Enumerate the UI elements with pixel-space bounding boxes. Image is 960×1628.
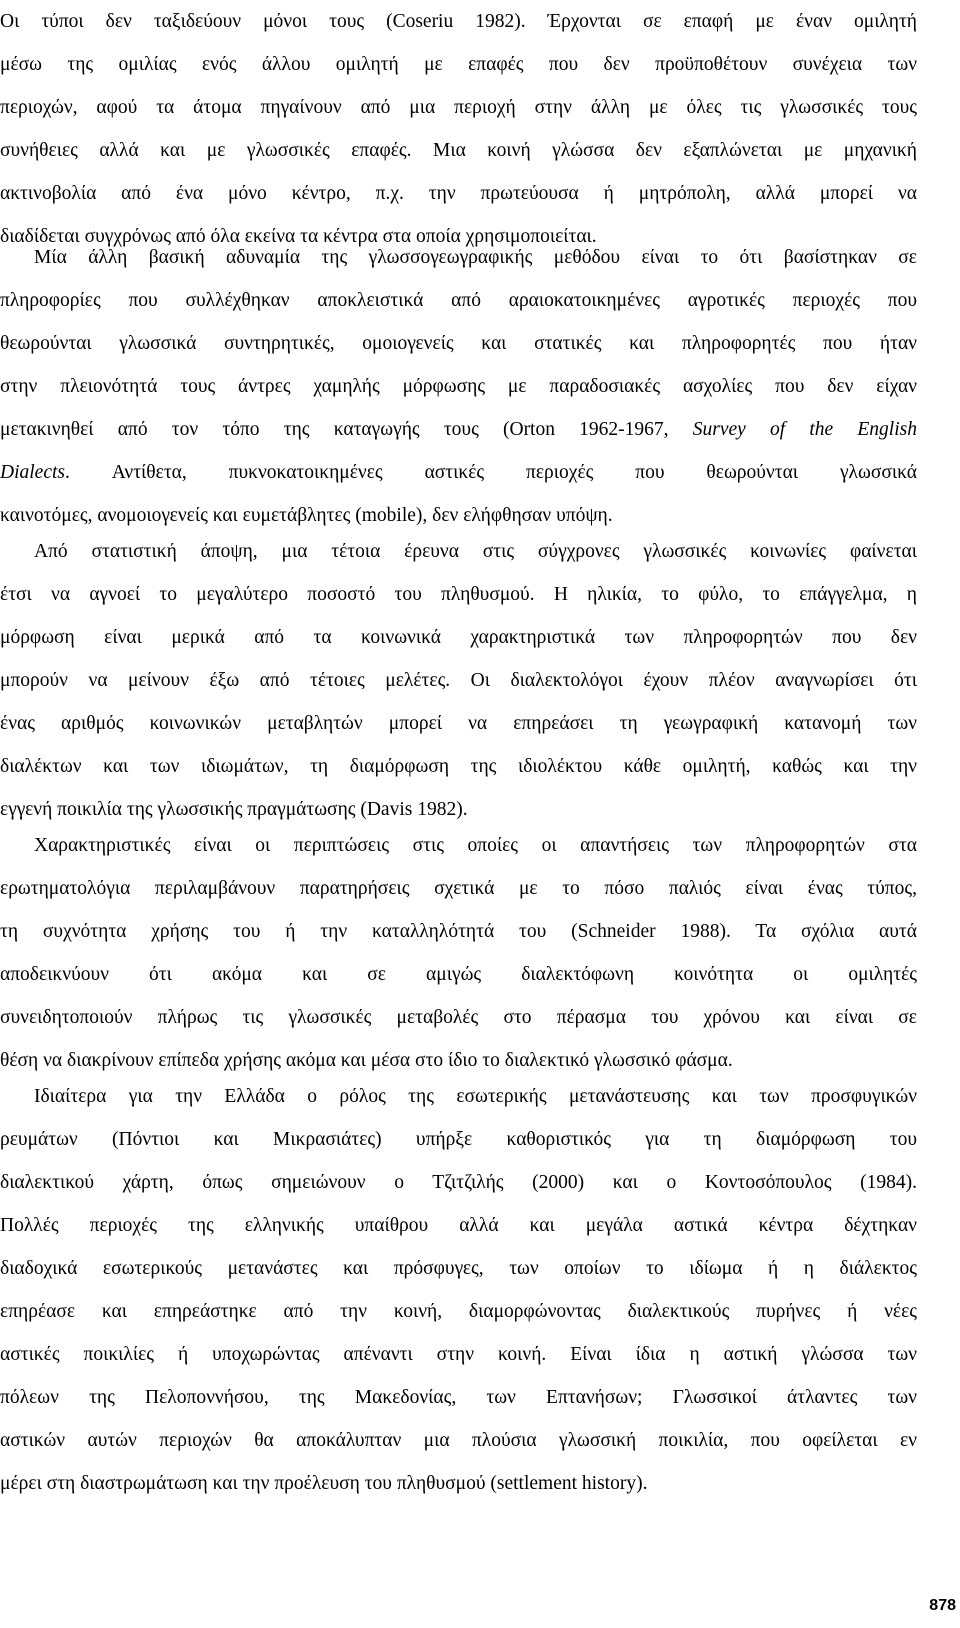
text-line: συνήθειες αλλά και με γλωσσικές επαφές. Μια κοινή γλώσσα δεν εξαπλώνεται με μηχανική: [0, 140, 917, 161]
text-line: αστικές ποικιλίες ή υποχωρώντας απέναντι στην κοινή. Είναι ίδια η αστική γλώσσα των: [0, 1344, 917, 1365]
italic-book-title: Survey of the English: [692, 419, 917, 440]
text-line: επηρέασε και επηρεάστηκε από την κοινή, διαμορφώνοντας διαλεκτικούς πυρήνες ή νέες: [0, 1301, 917, 1322]
text-segment: μετακινηθεί από τον τόπο της καταγωγής τους (Orton 1962-1967,: [0, 419, 693, 440]
text-segment: . Αντίθετα, πυκνοκατοικημένες αστικές περιοχές που θεωρούνται γλωσσικά: [64, 462, 917, 483]
page-number: 878: [929, 1597, 956, 1614]
text-line: μπορούν να μείνουν έξω από τέτοιες μελέτες. Οι διαλεκτολόγοι έχουν πλέον αναγνωρίσει ότι: [0, 670, 917, 691]
paragraph-2: [0, 236, 917, 537]
text-line: ακτινοβολία από ένα μόνο κέντρο, π.χ. την πρωτεύουσα ή μητρόπολη, αλλά μπορεί να: [0, 183, 917, 204]
text-line: Οι τύποι δεν ταξιδεύουν μόνοι τους (Coseriu 1982). Έρχονται σε επαφή με έναν ομιλητή: [0, 11, 917, 32]
text-line: διαδοχικά εσωτερικούς μετανάστες και πρόσφυγες, των οποίων το ιδίωμα ή η διάλεκτος: [0, 1258, 917, 1279]
text-line: μόρφωση είναι μερικά από τα κοινωνικά χαρακτηριστικά των πληροφορητών που δεν: [0, 627, 917, 648]
text-line: πόλεων της Πελοποννήσου, της Μακεδονίας, των Επτανήσων; Γλωσσικοί άτλαντες των: [0, 1387, 917, 1408]
text-line: τη συχνότητα χρήσης του ή την καταλληλότητά του (Schneider 1988). Τα σχόλια αυτά: [0, 921, 917, 942]
text-line: Από στατιστική άποψη, μια τέτοια έρευνα στις σύγχρονες γλωσσικές κοινωνίες φαίνεται: [34, 541, 917, 562]
paragraph-3: [0, 530, 917, 831]
text-line: ερωτηματολόγια περιλαμβάνουν παρατηρήσεις σχετικά με το πόσο παλιός είναι ένας τύπος,: [0, 878, 917, 899]
italic-book-title-continued: Dialects: [0, 462, 65, 483]
text-line: θέση να διακρίνουν επίπεδα χρήσης ακόμα και μέσα στο ίδιο το διαλεκτικό γλωσσικό φάσμα.: [0, 1050, 733, 1071]
text-line: έτσι να αγνοεί το μεγαλύτερο ποσοστό του πληθυσμού. Η ηλικία, το φύλο, το επάγγελμα, η: [0, 584, 917, 605]
text-line: μέσω της ομιλίας ενός άλλου ομιλητή με επαφές που δεν προϋποθέτουν συνέχεια των: [0, 54, 917, 75]
text-line: μέρει στη διαστρωμάτωση και την προέλευση του πληθυσμού (settlement history).: [0, 1473, 648, 1494]
text-line: θεωρούνται γλωσσικά συντηρητικές, ομοιογενείς και στατικές και πληροφορητές που ήταν: [0, 333, 917, 354]
text-line: περιοχών, αφού τα άτομα πηγαίνουν από μια περιοχή στην άλλη με όλες τις γλωσσικές τους: [0, 97, 917, 118]
text-line: πληροφορίες που συλλέχθηκαν αποκλειστικά από αραιοκατοικημένες αγροτικές περιοχές που: [0, 290, 917, 311]
text-line: Ιδιαίτερα για την Ελλάδα ο ρόλος της εσωτερικής μετανάστευσης και των προσφυγικών: [34, 1086, 917, 1107]
text-line-with-citation: [0, 408, 917, 451]
text-line: ένας αριθμός κοινωνικών μεταβλητών μπορεί να επηρεάσει τη γεωγραφική κατανομή των: [0, 713, 917, 734]
text-line: Χαρακτηριστικές είναι οι περιπτώσεις στις οποίες οι απαντήσεις των πληροφορητών στα: [34, 835, 917, 856]
text-line: Πολλές περιοχές της ελληνικής υπαίθρου αλλά και μεγάλα αστικά κέντρα δέχτηκαν: [0, 1215, 917, 1236]
text-line: στην πλειονότητά τους άντρες χαμηλής μόρφωσης με παραδοσιακές ασχολίες που δεν είχαν: [0, 376, 917, 397]
text-line: αποδεικνύουν ότι ακόμα και σε αμιγώς διαλεκτόφωνη κοινότητα οι ομιλητές: [0, 964, 917, 985]
paragraph-4: [0, 824, 917, 1082]
text-line: εγγενή ποικιλία της γλωσσικής πραγμάτωσης (Davis 1982).: [0, 799, 468, 820]
text-line: ρευμάτων (Πόντιοι και Μικρασιάτες) υπήρξε καθοριστικός για τη διαμόρφωση του: [0, 1129, 917, 1150]
text-line: διαλέκτων και των ιδιωμάτων, τη διαμόρφωση της ιδιολέκτου κάθε ομιλητή, καθώς και την: [0, 756, 917, 777]
text-line: συνειδητοποιούν πλήρως τις γλωσσικές μεταβολές στο πέρασμα του χρόνου και είναι σε: [0, 1007, 917, 1028]
paragraph-5: [0, 1075, 917, 1505]
text-line: διαλεκτικού χάρτη, όπως σημειώνουν ο Τζιτζιλής (2000) και ο Κοντοσόπουλος (1984).: [0, 1172, 917, 1193]
text-line: καινοτόμες, ανομοιογενείς και ευμετάβλητες (mobile), δεν ελήφθησαν υπόψη.: [0, 505, 613, 526]
text-line-with-citation: [0, 451, 917, 494]
text-line: αστικών αυτών περιοχών θα αποκάλυπταν μια πλούσια γλωσσική ποικιλία, που οφείλεται εν: [0, 1430, 917, 1451]
text-line: Μία άλλη βασική αδυναμία της γλωσσογεωγραφικής μεθόδου είναι το ότι βασίστηκαν σε: [34, 247, 917, 268]
text-line: διαδίδεται συγχρόνως από όλα εκείνα τα κέντρα στα οποία χρησιμοποιείται.: [0, 226, 597, 247]
paragraph-1: [0, 0, 917, 258]
